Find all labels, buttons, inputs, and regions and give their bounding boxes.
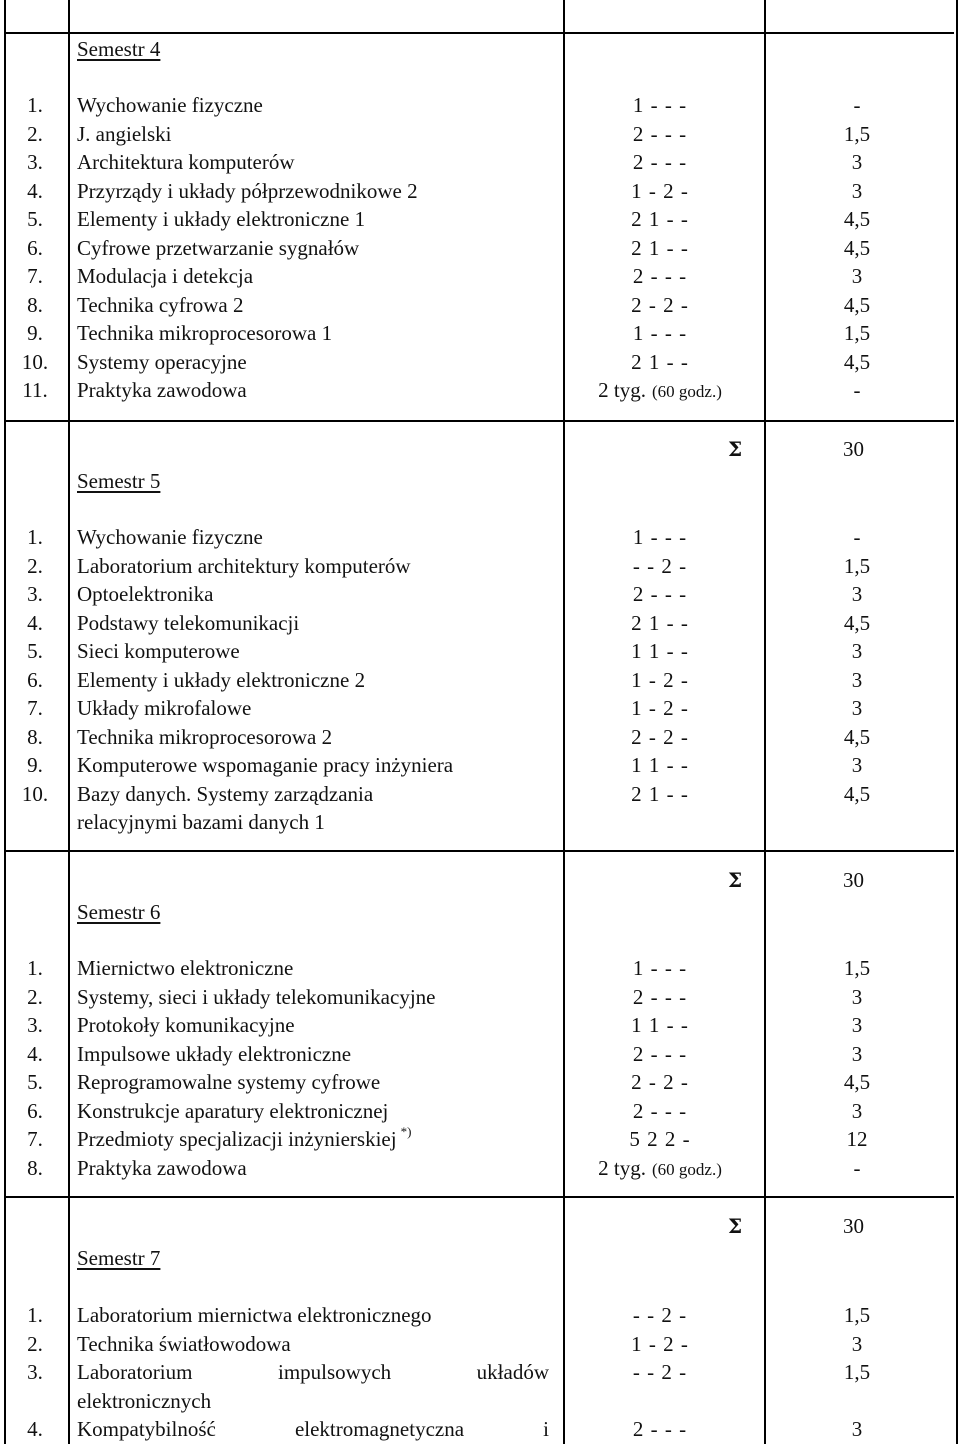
hours-breakdown (560, 178, 760, 204)
subject-text: Podstawy telekomunikacji (77, 610, 300, 635)
subject-name (77, 610, 299, 636)
subject-text: Impulsowe układy elektroniczne (77, 1041, 352, 1066)
ects-points: 4,5 (843, 1070, 871, 1094)
subject-name (77, 92, 263, 118)
semester-header: Semestr 4 (77, 37, 161, 61)
hours-breakdown (560, 1069, 760, 1095)
row-number: 2. (27, 1331, 43, 1356)
hours-value: 1 - 2 - (631, 1331, 689, 1356)
hours-note: (60 godz.) (651, 382, 722, 401)
hours-value: 2 - 2 - (631, 724, 689, 749)
subject-text: Sieci komputerowe (77, 639, 240, 663)
ects-points: 3 (851, 984, 863, 1009)
ects-points: - (853, 1155, 861, 1180)
hours-breakdown (560, 149, 760, 175)
row-number: 6. (27, 1098, 43, 1123)
column-divider (956, 0, 958, 1444)
hours-value: 2 1 - - (631, 207, 689, 231)
subject-text: Wychowanie fizyczne (77, 93, 263, 117)
hours-breakdown (560, 1126, 760, 1152)
ects-points: 1,5 (843, 1360, 871, 1384)
row-number: 6. (27, 667, 43, 692)
hours-breakdown (560, 695, 760, 721)
hours-value: 2 - - - (632, 582, 688, 606)
subject-name (77, 149, 295, 175)
ects-points: 4,5 (843, 781, 871, 806)
ects-points: - (853, 378, 861, 402)
subject-name (77, 667, 365, 693)
ects-points: 1,5 (843, 321, 871, 345)
hours-value: 2 1 - - (631, 349, 689, 374)
subject-text: Przedmioty specjalizacji inżynierskiej (77, 1127, 397, 1151)
ects-points: - (853, 93, 861, 117)
hours-value: - - 2 - (632, 553, 688, 578)
ects-points: 3 (851, 178, 863, 203)
hours-breakdown (560, 610, 760, 636)
table-top-border (4, 32, 954, 34)
row-number: 6. (27, 235, 43, 260)
hours-value: 2 1 - - (631, 781, 689, 806)
ects-points: 3 (851, 1331, 863, 1356)
subject-text: Praktyka zawodowa (77, 378, 247, 402)
subject-text: Elementy i układy elektroniczne 1 (77, 207, 366, 231)
ects-points: 4,5 (843, 724, 871, 749)
subject-text: Wychowanie fizyczne (77, 525, 263, 549)
ects-points: 1,5 (843, 956, 871, 980)
row-number: 7. (27, 1127, 43, 1151)
subject-text: Technika mikroprocesorowa 2 (77, 724, 333, 749)
row-number: 3. (27, 1013, 43, 1037)
subject-name (77, 1359, 549, 1385)
subject-text: Układy mikrofalowe (77, 696, 252, 720)
hours-breakdown (560, 206, 760, 232)
subject-text: Optoelektronika (77, 582, 214, 606)
subject-name (77, 349, 247, 375)
subject-name (77, 1069, 380, 1095)
ects-points: 1,5 (843, 121, 871, 146)
section-divider (4, 850, 954, 852)
subject-text: J. angielski (77, 121, 172, 146)
subject-name (77, 178, 418, 204)
subject-name (77, 263, 253, 289)
hours-value: 1 - 2 - (631, 696, 689, 720)
hours-value: 2 - - - (632, 264, 688, 288)
subject-text: Modulacja i detekcja (77, 264, 254, 288)
subject-name (77, 1041, 351, 1067)
row-number: 2. (27, 121, 43, 146)
hours-breakdown (560, 1041, 760, 1067)
subject-name (77, 955, 293, 981)
subject-text: Technika światłowodowa (77, 1331, 291, 1356)
hours-value: 2 - - - (632, 984, 688, 1009)
row-number: 5. (27, 207, 43, 231)
subject-name (77, 235, 359, 261)
hours-breakdown (560, 235, 760, 261)
ects-points: 3 (851, 1013, 863, 1037)
subject-text: Technika cyfrowa 2 (77, 292, 244, 317)
ects-points: 3 (851, 1041, 863, 1066)
row-number: 1. (27, 525, 43, 549)
sum-value: 30 (843, 1214, 864, 1238)
subject-text: Cyfrowe przetwarzanie sygnałów (77, 235, 360, 260)
hours-value: 2 tyg. (598, 378, 646, 402)
ects-points: 3 (851, 1417, 863, 1441)
hours-value: 2 1 - - (631, 235, 689, 260)
hours-value: 1 - - - (632, 956, 688, 980)
ects-points: 12 (846, 1127, 868, 1151)
subject-text: Przyrządy i układy półprzewodnikowe 2 (77, 178, 418, 203)
subject-continuation: elektronicznych (77, 1388, 212, 1413)
hours-breakdown (560, 581, 760, 607)
subject-name (77, 1012, 295, 1038)
hours-value: 2 - - - (632, 121, 688, 146)
row-number: 4. (27, 178, 43, 203)
hours-breakdown (560, 524, 760, 550)
subject-name (77, 638, 240, 664)
ects-points: 1,5 (843, 1303, 871, 1327)
row-number: 3. (27, 1360, 43, 1384)
hours-value: 1 - - - (632, 321, 688, 345)
subject-name (77, 292, 243, 318)
hours-breakdown (560, 349, 760, 375)
hours-value: 2 - - - (632, 1098, 688, 1123)
row-number: 2. (27, 553, 43, 578)
section-divider (4, 420, 954, 422)
row-number: 4. (27, 1041, 43, 1066)
subject-name (77, 581, 213, 607)
row-number: 7. (27, 264, 43, 288)
semester-header: Semestr 6 (77, 900, 161, 924)
subject-text: Protokoły komunikacyjne (77, 1013, 295, 1037)
ects-points: 1,5 (843, 553, 871, 578)
hours-breakdown (560, 667, 760, 693)
semester-header: Semestr 5 (77, 469, 161, 493)
hours-value: 1 - - - (632, 93, 688, 117)
ects-points: - (853, 525, 861, 549)
hours-breakdown (560, 1331, 760, 1357)
hours-value: 2 - - - (632, 1417, 688, 1441)
hours-value: 1 1 - - (631, 1013, 689, 1037)
hours-value: 5 2 2 - (629, 1127, 691, 1151)
row-number: 3. (27, 150, 43, 174)
sum-value: 30 (843, 437, 864, 461)
subject-text: Elementy i układy elektroniczne 2 (77, 667, 366, 692)
hours-breakdown (560, 955, 760, 981)
sum-symbol: Σ (728, 1214, 743, 1238)
hours-breakdown (560, 92, 760, 118)
hours-breakdown (560, 724, 760, 750)
sum-symbol: Σ (728, 868, 743, 892)
hours-breakdown (560, 752, 760, 778)
subject-text: Technika mikroprocesorowa 1 (77, 321, 333, 345)
hours-value: - - 2 - (632, 1360, 688, 1384)
row-number: 10. (21, 349, 49, 374)
hours-note: (60 godz.) (651, 1159, 722, 1179)
hours-value: 1 - 2 - (631, 667, 689, 692)
ects-points: 4,5 (843, 235, 871, 260)
ects-points: 3 (851, 1098, 863, 1123)
subject-name (77, 984, 435, 1010)
subject-text: Komputerowe wspomaganie pracy inżyniera (77, 753, 454, 777)
hours-value: 2 1 - - (631, 610, 689, 635)
hours-value: 2 - 2 - (631, 1070, 689, 1094)
row-number: 10. (21, 781, 49, 806)
hours-value: 2 tyg. (598, 1155, 646, 1180)
ects-points: 3 (851, 639, 863, 663)
ects-points: 3 (851, 696, 863, 720)
subject-text: Kompatybilność elektromagnetyczna i (77, 1417, 549, 1441)
subject-text: Laboratorium architektury komputerów (77, 553, 411, 578)
subject-name (77, 1331, 291, 1357)
subject-name (77, 553, 411, 579)
hours-breakdown (560, 320, 760, 346)
subject-name (77, 524, 263, 550)
subject-name (77, 695, 251, 721)
hours-breakdown (560, 553, 760, 579)
ects-points: 3 (851, 150, 863, 174)
semester-header: Semestr 7 (77, 1246, 161, 1270)
ects-points: 3 (851, 264, 863, 288)
row-number: 9. (27, 321, 43, 345)
hours-breakdown (560, 377, 760, 405)
subject-text: Praktyka zawodowa (77, 1155, 247, 1180)
hours-value: 2 - - - (632, 150, 688, 174)
ects-points: 4,5 (843, 349, 871, 374)
subject-text: Architektura komputerów (77, 150, 295, 174)
subject-text: Systemy operacyjne (77, 349, 247, 374)
footnote-marker: *) (400, 1124, 412, 1139)
row-number: 8. (27, 292, 43, 317)
subject-name (77, 752, 453, 778)
subject-name (77, 1126, 411, 1152)
subject-text: Konstrukcje aparatury elektronicznej (77, 1098, 389, 1123)
subject-name (77, 206, 365, 232)
subject-name (77, 1416, 549, 1442)
ects-points: 4,5 (843, 292, 871, 317)
subject-name (77, 1155, 247, 1181)
ects-points: 3 (851, 582, 863, 606)
row-number: 4. (27, 1417, 43, 1441)
section-divider (4, 1196, 954, 1198)
hours-value: 1 - - - (632, 525, 688, 549)
hours-breakdown (560, 1416, 760, 1442)
subject-text: Laboratorium impulsowych układów (77, 1360, 549, 1384)
row-number: 4. (27, 610, 43, 635)
hours-breakdown (560, 1359, 760, 1385)
hours-breakdown (560, 1098, 760, 1124)
subject-text: Bazy danych. Systemy zarządzania (77, 781, 374, 806)
hours-breakdown (560, 1012, 760, 1038)
hours-value: 1 1 - - (631, 753, 689, 777)
hours-breakdown (560, 1302, 760, 1328)
subject-name (77, 1098, 388, 1124)
subject-name (77, 724, 332, 750)
subject-name (77, 320, 332, 346)
subject-name (77, 121, 172, 147)
hours-value: 2 - 2 - (631, 292, 689, 317)
subject-name (77, 1302, 432, 1328)
row-number: 5. (27, 639, 43, 663)
hours-value: 1 1 - - (631, 639, 689, 663)
row-number: 8. (27, 724, 43, 749)
row-number: 1. (27, 1303, 43, 1327)
ects-points: 4,5 (843, 207, 871, 231)
subject-continuation: relacyjnymi bazami danych 1 (77, 810, 325, 834)
hours-value: 1 - 2 - (631, 178, 689, 203)
hours-breakdown (560, 292, 760, 318)
row-number: 3. (27, 582, 43, 606)
ects-points: 4,5 (843, 610, 871, 635)
row-number: 8. (27, 1155, 43, 1180)
row-number: 2. (27, 984, 43, 1009)
sum-value: 30 (843, 868, 864, 892)
hours-value: 2 - - - (632, 1041, 688, 1066)
hours-breakdown (560, 263, 760, 289)
subject-text: Systemy, sieci i układy telekomunikacyjne (77, 984, 436, 1009)
subject-text: Reprogramowalne systemy cyfrowe (77, 1070, 381, 1094)
hours-breakdown (560, 984, 760, 1010)
sum-symbol: Σ (728, 437, 743, 461)
row-number: 11. (22, 378, 48, 402)
subject-name (77, 781, 373, 807)
subject-text: Miernictwo elektroniczne (77, 956, 294, 980)
row-number: 9. (27, 753, 43, 777)
subject-name (77, 377, 247, 403)
row-number: 1. (27, 956, 43, 980)
row-number: 7. (27, 696, 43, 720)
hours-breakdown (560, 121, 760, 147)
row-number: 5. (27, 1070, 43, 1094)
hours-breakdown (560, 638, 760, 664)
row-number: 1. (27, 93, 43, 117)
hours-breakdown (560, 1155, 760, 1183)
ects-points: 3 (851, 667, 863, 692)
hours-breakdown (560, 781, 760, 807)
column-divider (68, 0, 70, 1444)
subject-text: Laboratorium miernictwa elektronicznego (77, 1303, 432, 1327)
hours-value: - - 2 - (632, 1303, 688, 1327)
ects-points: 3 (851, 753, 863, 777)
